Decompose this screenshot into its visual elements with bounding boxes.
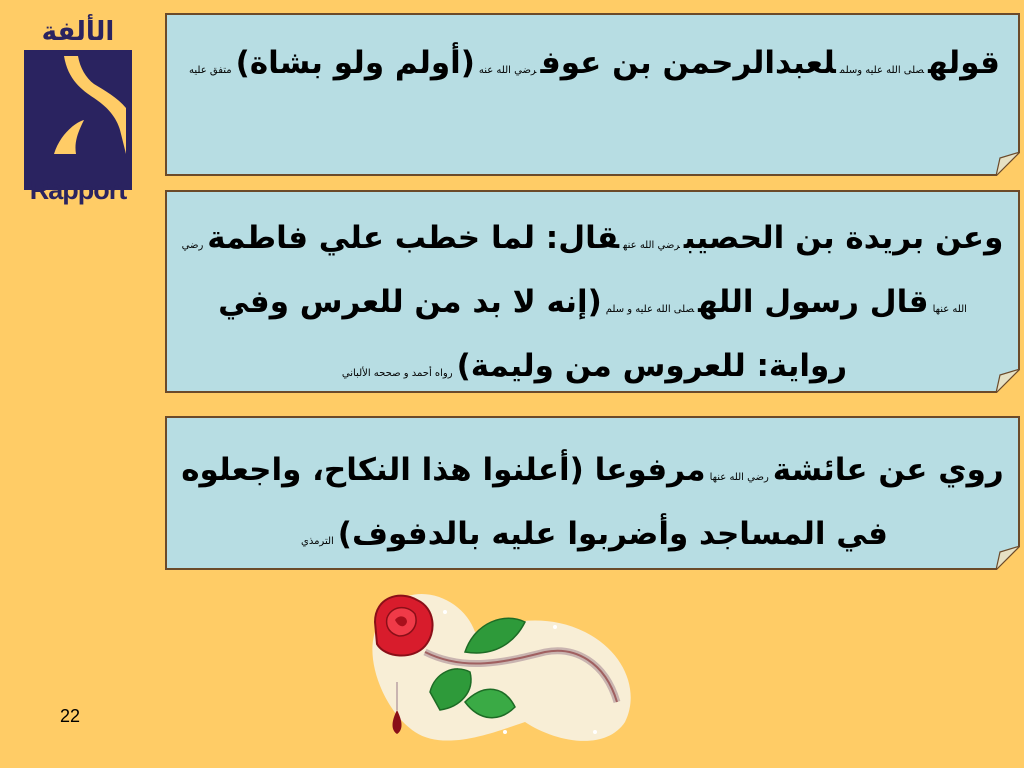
card-text-segment: قوله: [928, 45, 1000, 81]
card-note: صلى الله عليه و سلم: [605, 304, 695, 315]
hadith-card-2: [165, 190, 1020, 393]
card-text-segment: لعبدالرحمن بن عوف: [540, 45, 836, 81]
card-text: [181, 442, 1004, 570]
logo-arabic-text: الألفة: [41, 17, 115, 47]
logo-emblem: [24, 50, 132, 190]
page-fold-icon: [994, 544, 1020, 570]
card-note: رضي الله عنه: [623, 240, 680, 251]
rose-decoration-icon: [355, 582, 645, 762]
card-text: [181, 37, 1004, 97]
card-note: رضي الله عنه: [478, 65, 537, 76]
card-text-segment: وعن بريدة بن الحصيب: [683, 220, 1004, 256]
card-note: صلى الله عليه وسلم: [839, 65, 925, 76]
page-fold-icon: [994, 367, 1020, 393]
card-note: رضي الله عنها: [181, 240, 967, 315]
rapport-logo: [22, 18, 134, 208]
logo-english-text: Rapport: [29, 175, 127, 205]
card-text-segment: روي عن عائشة: [772, 452, 1004, 488]
card-source: رواه أحمد و صححه الألباني: [341, 368, 453, 379]
card-text: [181, 210, 1004, 402]
slide-number: 22: [60, 706, 81, 726]
card-note: رضي الله عنها: [709, 472, 769, 483]
card-text-segment: (أولم ولو بشاة): [235, 45, 475, 81]
card-text-segment: مرفوعا (أعلنوا هذا النكاح، واجعلوه في المساجد وأضربوا عليه بالدفوف): [181, 452, 888, 552]
card-text-segment: (إنه لا بد من للعرس وفي رواية: للعروس من وليمة): [218, 284, 848, 384]
page-fold-icon: [994, 150, 1020, 176]
logo-emblem-icon: [24, 50, 132, 190]
card-source: الترمذي: [301, 536, 334, 547]
card-text-segment: قال رسول الله: [698, 284, 929, 320]
card-text-segment: قال: لما خطب علي فاطمة: [207, 220, 620, 256]
card-source: متفق عليه: [189, 65, 232, 76]
hadith-card-1: [165, 13, 1020, 176]
hadith-card-3: [165, 416, 1020, 570]
